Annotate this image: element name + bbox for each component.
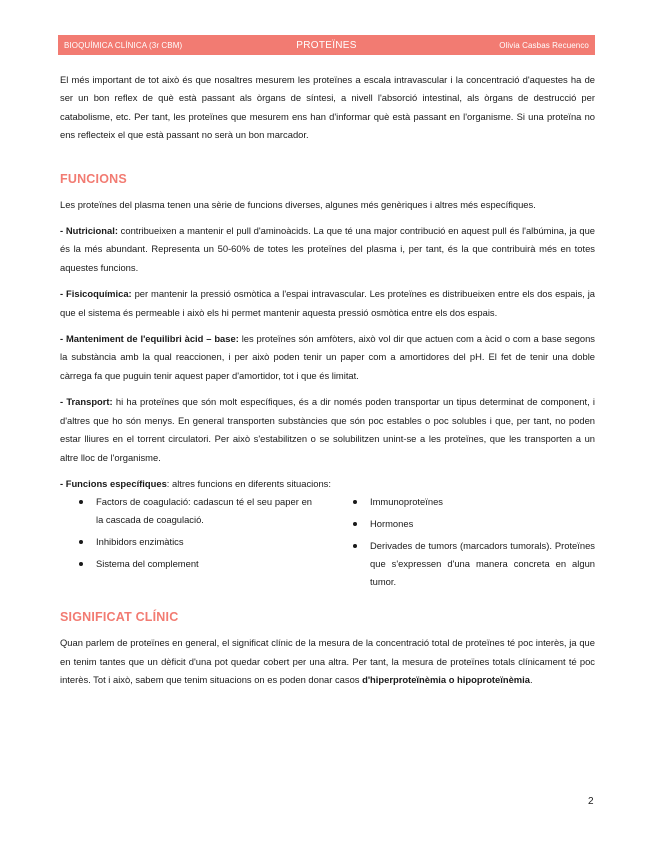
intro-paragraph: El més important de tot això és que nosaltres mesurem les proteïnes a escala intravascular i la concentració d'aquestes ha de ser un bon reflex de què està passant als òrgans de síntesi, a nivell l'absorció intestinal, als òrgans de destrucció per catabolisme, etc. Per tant, les proteïnes que mesurem ens han d'informar què està passant en l'organisme. Si una proteïna no ens reflecteix el que està passant no serà un bon marcador. (60, 74, 595, 141)
funcions-intro: Les proteïnes del plasma tenen una sèrie de funcions diverses, algunes més genèriques i altres més específiques. (60, 198, 536, 210)
header-course: BIOQUÍMICA CLÍNICA (3r CBM) (64, 40, 183, 50)
list-item: Sistema del complement (60, 555, 312, 573)
page-header (58, 35, 595, 55)
section-heading-funcions: FUNCIONS (60, 171, 127, 186)
section-heading-significat: SIGNIFICAT CLÍNIC (60, 610, 179, 625)
funcio-nutricional (60, 222, 595, 277)
page-number: 2 (588, 796, 594, 807)
funcio-especifiques (60, 475, 595, 493)
list-item: Hormones (334, 515, 595, 533)
funcio-text: contribueixen a mantenir el pull d'aminoàcids. La que té una major contribució en aquest pull és l'albúmina, ja que és la més abundant. Representa un 50-60% de totes les proteïnes del plasma i, per tant, és la que contribuirà més en totes aquestes funcions. (60, 225, 595, 273)
funcio-term: - Funcions específiques (60, 477, 167, 489)
funcio-term: - Manteniment de l'equilibri àcid – base: (60, 333, 239, 345)
funcio-text: hi ha proteïnes que són molt específiques, és a dir només poden transportar un tipus determinat de component, i d'altres que ho són menys. En general transporten substàncies que són poc estables o poc solubles i que, per tant, no poden estar lliures en el torrent circulatori. Per això s'estabilitzen o se solubilitzen unint-se a les proteïnes, que les transporten a un altre lloc de l'organisme. (60, 396, 595, 463)
funcio-text: : altres funcions en diferents situacions: (166, 477, 331, 489)
funcio-text: les proteïnes són amfòters, això vol dir que actuen com a àcid o com a base segons la substància amb la qual reaccionen, i per això poden tenir un paper com a amortidores del pH. El fet de tenir una doble càrrega fa que puguin tenir aquest paper d'amortidor, tot i que és limitat. (60, 333, 595, 381)
significat-end: . (529, 674, 533, 686)
significat-text: Quan parlem de proteïnes en general, el significat clínic de la mesura de la concentració total de proteïnes té poc interès, ja que en tenim tantes que un dèficit d'una pot quedar cobert per una altra. Per tant, la mesura de proteïnes totals clínicament té poc interès. Tot i això, sabem que tenim situacions on es poden donar casos (60, 637, 595, 686)
bullet-column-right (334, 493, 595, 595)
funcio-fisicoquimica (60, 285, 595, 322)
funcio-term: - Nutricional: (60, 225, 118, 237)
document-body (60, 71, 595, 698)
bullet-column-left (60, 493, 312, 595)
header-author: Olivia Casbas Recuenco (499, 40, 589, 50)
significat-bold: d'hiperproteïnèmia o hipoproteïnèmia (362, 674, 530, 686)
funcio-text: per mantenir la pressió osmòtica a l'espai intravascular. Les proteïnes es distribueixen entre els dos espais, ja que el sistema és permeable i això els hi permet mantenir aquesta pressió osmòtica entre els dos espais. (60, 288, 595, 318)
specific-functions-list (60, 493, 595, 595)
list-item: Immunoproteïnes (334, 493, 595, 511)
funcio-transport (60, 393, 595, 467)
funcio-term: - Transport: (60, 396, 113, 408)
funcio-term: - Fisicoquímica: (60, 288, 132, 300)
funcio-acid-base (60, 330, 595, 385)
list-item: Derivades de tumors (marcadors tumorals). Proteïnes que s'expressen d'una manera concreta en algun tumor. (334, 537, 595, 591)
header-title: PROTEÏNES (296, 39, 357, 51)
list-item: Factors de coagulació: cadascun té el seu paper en la cascada de coagulació. (60, 493, 312, 529)
significat-paragraph (60, 634, 595, 689)
list-item: Inhibidors enzimàtics (60, 533, 312, 551)
